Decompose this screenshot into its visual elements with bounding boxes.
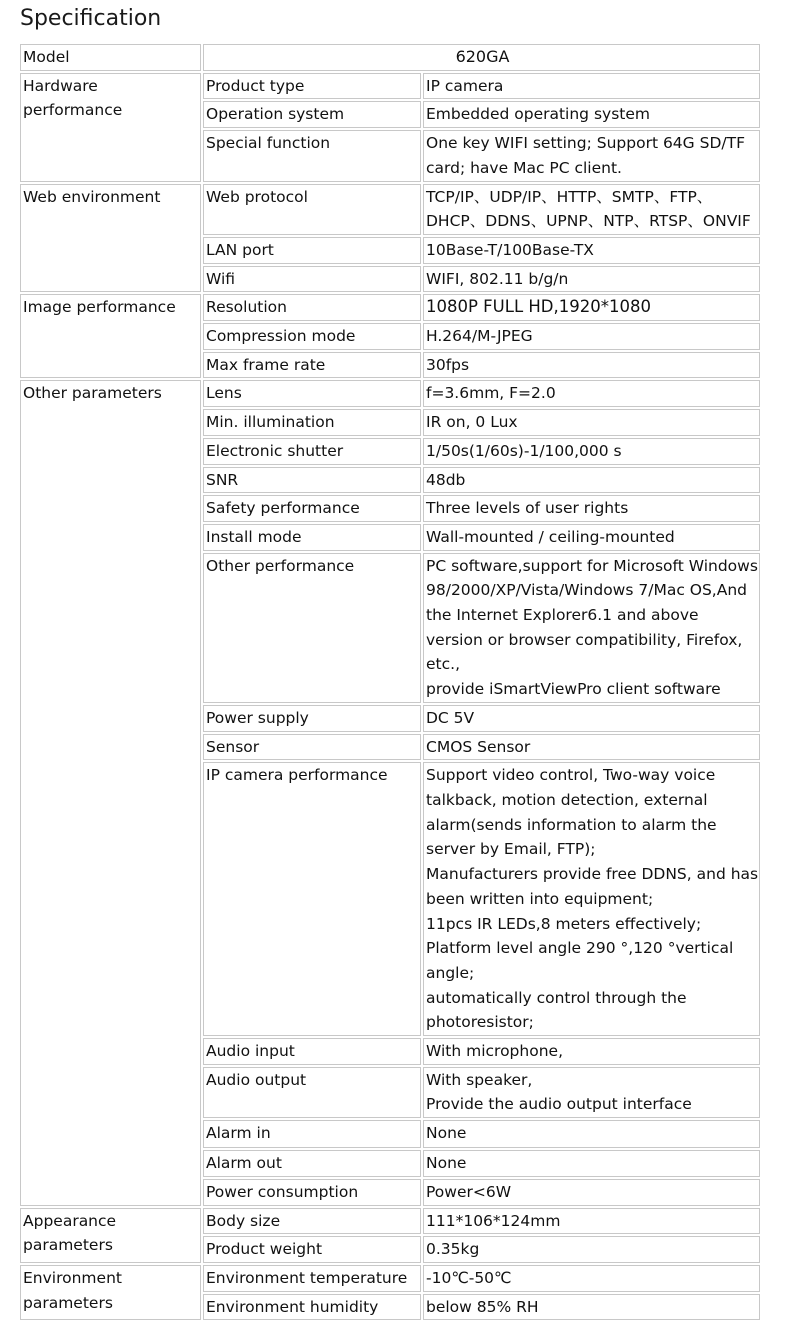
spec-value-line: Manufacturers provide free DDNS, and has been written into equipment; <box>426 865 759 908</box>
spec-label: Wifi <box>203 266 421 293</box>
spec-row <box>20 73 760 100</box>
spec-value-line: PC software,support for Microsoft Windows 98/2000/XP/Vista/Windows 7/Mac OS,And the Internet Explorer6.1 and above version or browser compatibility, Firefox, etc., <box>426 556 758 674</box>
spec-label: Lens <box>203 380 421 407</box>
spec-value-line: Platform level angle 290 °,120 °vertical angle; <box>426 939 734 982</box>
spec-row <box>20 1208 760 1235</box>
spec-label: Body size <box>203 1208 421 1235</box>
section-label: Web environment <box>20 184 201 293</box>
spec-value <box>423 1067 760 1118</box>
model-label: Model <box>20 44 201 71</box>
spec-label: Power supply <box>203 705 421 732</box>
spec-label: Resolution <box>203 294 421 321</box>
spec-label: Environment temperature <box>203 1265 421 1292</box>
spec-value: -10℃-50℃ <box>423 1265 760 1292</box>
spec-value: Power<6W <box>423 1179 760 1206</box>
spec-value: Three levels of user rights <box>423 495 760 522</box>
spec-label: Audio output <box>203 1067 421 1118</box>
spec-value-line: Support video control, Two-way voice talkback, motion detection, external alarm(sends information to alarm the server by Email, FTP); <box>426 766 717 859</box>
page-title: Specification <box>20 6 162 31</box>
spec-value: 10Base-T/100Base-TX <box>423 237 760 264</box>
spec-value: f=3.6mm, F=2.0 <box>423 380 760 407</box>
spec-label: Environment humidity <box>203 1294 421 1321</box>
model-row <box>20 44 760 71</box>
spec-value: 1/50s(1/60s)-1/100,000 s <box>423 438 760 465</box>
spec-table <box>18 42 762 1322</box>
spec-label: Install mode <box>203 524 421 551</box>
spec-label: Product weight <box>203 1236 421 1263</box>
section-label: Image performance <box>20 294 201 378</box>
spec-row <box>20 294 760 321</box>
spec-label: Safety performance <box>203 495 421 522</box>
spec-value: CMOS Sensor <box>423 734 760 761</box>
spec-label: Alarm in <box>203 1120 421 1148</box>
spec-label: Sensor <box>203 734 421 761</box>
spec-value: Embedded operating system <box>423 101 760 128</box>
spec-label: Operation system <box>203 101 421 128</box>
spec-value: With microphone, <box>423 1038 760 1065</box>
spec-label: LAN port <box>203 237 421 264</box>
spec-value: IR on, 0 Lux <box>423 409 760 436</box>
spec-value: Wall-mounted / ceiling-mounted <box>423 524 760 551</box>
spec-label: Min. illumination <box>203 409 421 436</box>
spec-label: IP camera performance <box>203 762 421 1036</box>
spec-value <box>423 553 760 703</box>
spec-label: Alarm out <box>203 1150 421 1177</box>
spec-label: Compression mode <box>203 323 421 350</box>
section-label: Environment parameters <box>20 1265 201 1320</box>
section-label: Appearance parameters <box>20 1208 201 1263</box>
spec-label: Power consumption <box>203 1179 421 1206</box>
spec-label: Product type <box>203 73 421 100</box>
spec-value: below 85% RH <box>423 1294 760 1321</box>
spec-value: TCP/IP、UDP/IP、HTTP、SMTP、FTP、DHCP、DDNS、UPNP、NTP、RTSP、ONVIF <box>423 184 760 235</box>
spec-label: Electronic shutter <box>203 438 421 465</box>
spec-value: DC 5V <box>423 705 760 732</box>
spec-table-body <box>20 44 760 1320</box>
spec-value: 30fps <box>423 352 760 379</box>
spec-value-line: provide iSmartViewPro client software <box>426 680 721 699</box>
spec-value: One key WIFI setting; Support 64G SD/TF card; have Mac PC client. <box>423 130 760 181</box>
model-value: 620GA <box>203 44 760 71</box>
spec-value: 0.35kg <box>423 1236 760 1263</box>
spec-value <box>423 762 760 1036</box>
spec-value-line: automatically control through the photoresistor; <box>426 988 687 1032</box>
spec-value: WIFI, 802.11 b/g/n <box>423 266 760 293</box>
spec-label: SNR <box>203 467 421 494</box>
spec-label: Other performance <box>203 553 421 703</box>
spec-value: None <box>423 1120 760 1148</box>
spec-row <box>20 380 760 407</box>
spec-value: 48db <box>423 467 760 494</box>
spec-label: Audio input <box>203 1038 421 1065</box>
section-label: Other parameters <box>20 380 201 1205</box>
spec-value: 1080P FULL HD,1920*1080 <box>423 294 760 321</box>
spec-value: IP camera <box>423 73 760 100</box>
spec-value: None <box>423 1150 760 1177</box>
spec-value-line: 11pcs IR LEDs,8 meters effectively; <box>426 914 702 933</box>
section-label: Hardware performance <box>20 73 201 182</box>
spec-value-line: With speaker, <box>426 1070 533 1089</box>
spec-label: Web protocol <box>203 184 421 235</box>
spec-row <box>20 184 760 235</box>
spec-value: 111*106*124mm <box>423 1208 760 1235</box>
spec-label: Special function <box>203 130 421 181</box>
spec-row <box>20 1265 760 1292</box>
spec-label: Max frame rate <box>203 352 421 379</box>
spec-value-line: Provide the audio output interface <box>426 1095 692 1114</box>
spec-value: H.264/M-JPEG <box>423 323 760 350</box>
